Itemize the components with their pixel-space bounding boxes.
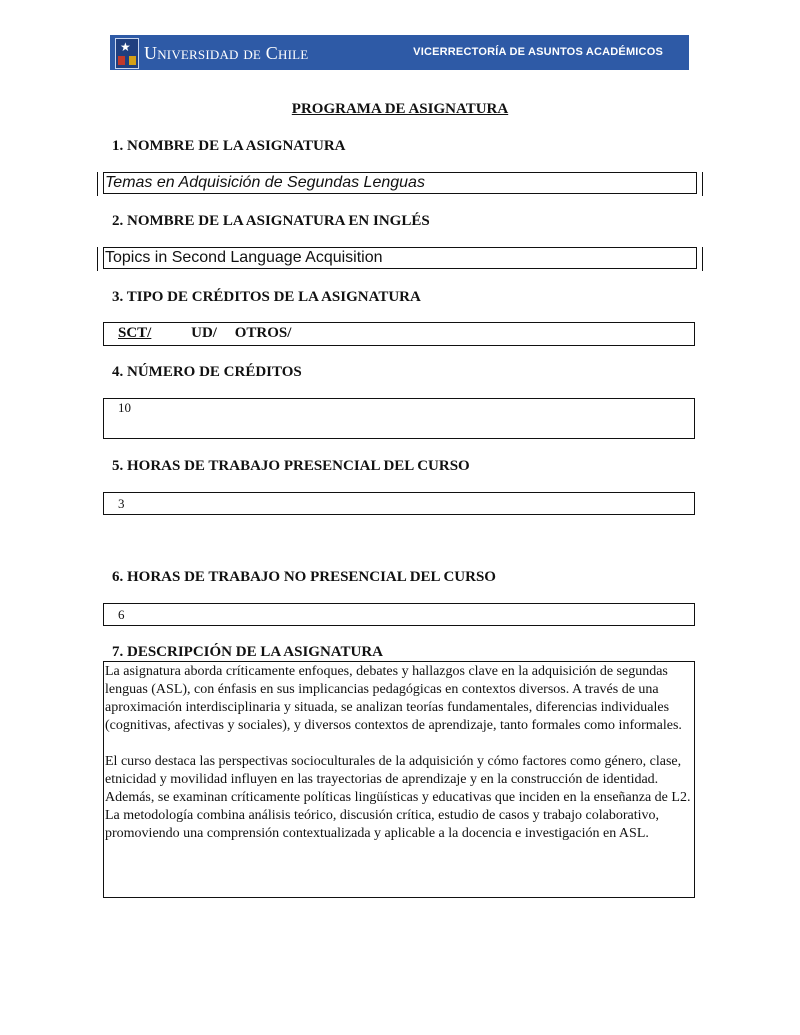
section-2-heading: 2. NOMBRE DE LA ASIGNATURA EN INGLÉS	[112, 213, 430, 229]
credits-box	[103, 398, 695, 439]
credit-type-sct: SCT/	[118, 325, 152, 341]
page-title: PROGRAMA DE ASIGNATURA	[291, 101, 509, 117]
star-icon: ★	[120, 40, 131, 54]
office-name: VICERRECTORÍA DE ASUNTOS ACADÉMICOS	[413, 46, 663, 58]
credit-type-row	[118, 325, 291, 342]
credit-type-box	[103, 322, 695, 346]
credit-type-ud: UD/	[191, 325, 217, 341]
section-4-heading: 4. NÚMERO DE CRÉDITOS	[112, 364, 302, 380]
description-paragraph-1: La asignatura aborda críticamente enfoques, debates y hallazgos clave en la adquisición de segundas lenguas (ASL), con énfasis en sus implicancias pedagógicas en contextos diversos. A través de una aproximación interdisciplinaria y situada, se analizan teorías fundamentales, diferencias individuales (cognitivas, afectivas y sociales), y diversos contextos de aprendizaje, tanto formales como informales.	[105, 664, 682, 733]
presential-hours-box	[103, 492, 695, 515]
section-1-heading: 1. NOMBRE DE LA ASIGNATURA	[112, 138, 346, 154]
section-5-heading: 5. HORAS DE TRABAJO PRESENCIAL DEL CURSO	[112, 458, 470, 474]
credit-type-otros: OTROS/	[234, 325, 292, 341]
university-seal-icon	[115, 38, 139, 69]
credits-value: 10	[118, 400, 131, 415]
presential-hours-value: 3	[118, 496, 125, 511]
course-name-english-value: Topics in Second Language Acquisition	[105, 249, 383, 266]
header-banner	[110, 35, 689, 70]
section-1-field	[97, 172, 703, 196]
non-presential-hours-value: 6	[118, 607, 125, 622]
section-2-field	[97, 247, 703, 271]
description-paragraph-2: El curso destaca las perspectivas socioculturales de la adquisición y cómo factores como género, clase, etnicidad y movilidad influyen en las trayectorias de aprendizaje y en la construcción de identidad. Además, se examinan críticamente políticas lingüísticas y educativas que inciden en la enseñanza de L2. La metodología combina análisis teórico, discusión crítica, estudio de casos y trabajo colaborativo, promoviendo una comprensión contextualizada y aplicable a la docencia e investigación en ASL.	[105, 754, 691, 841]
section-6-heading: 6. HORAS DE TRABAJO NO PRESENCIAL DEL CURSO	[112, 569, 496, 585]
description-box	[103, 661, 695, 898]
course-name-value: Temas en Adquisición de Segundas Lenguas	[105, 174, 425, 191]
seal-gold-block	[129, 56, 136, 65]
university-name: Universidad de Chile	[144, 43, 309, 63]
non-presential-hours-box	[103, 603, 695, 626]
section-3-heading: 3. TIPO DE CRÉDITOS DE LA ASIGNATURA	[112, 289, 421, 305]
seal-red-block	[118, 56, 125, 65]
section-7-heading: 7. DESCRIPCIÓN DE LA ASIGNATURA	[112, 644, 384, 660]
